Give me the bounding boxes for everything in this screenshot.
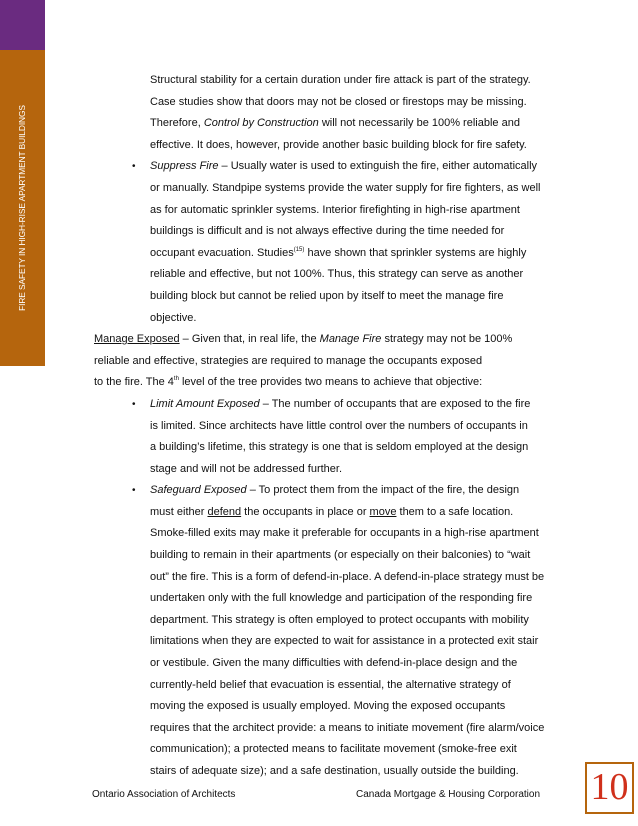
text-line: department. This strategy is often employed to protect occupants with mobility [150, 613, 529, 626]
text-line: moving the exposed is usually employed. Moving the exposed occupants [150, 700, 506, 713]
term-defend: defend [207, 505, 242, 518]
bullet-glyph: • [132, 398, 136, 410]
body-text [94, 70, 574, 783]
term-move: move [369, 505, 397, 518]
footer-organization-left: Ontario Association of Architects [92, 789, 236, 800]
text-line: Smoke-filled exits may make it preferable for occupants in a high-rise apartment [150, 527, 539, 540]
page-number: 10 [585, 762, 634, 814]
running-side-title: FIRE SAFETY IN HIGH-RISE APARTMENT BUILDINGS [17, 105, 27, 311]
text-line: as for automatic sprinkler systems. Interior firefighting in high-rise apartment [150, 203, 520, 216]
text-line: Case studies show that doors may not be closed or firestops may be missing. [150, 95, 527, 108]
text-line: or vestibule. Given the many difficulties with defend-in-place design and the [150, 657, 518, 670]
text-line: reliable and effective, but not 100%. Thus, this strategy can serve as another [150, 268, 524, 281]
term-control-by-construction: Control by Construction [203, 117, 319, 130]
text-line: limitations when they are expected to wait for assistance in a protected exit stair [150, 635, 539, 648]
text-line: is limited. Since architects have little control over the numbers of occupants in [150, 419, 528, 432]
text-line: building to remain in their apartments (or especially on their balconies) to “wait [150, 549, 531, 562]
text-line: out” the fire. This is a form of defend-in-place. A defend-in-place strategy must be [150, 570, 545, 583]
manage-exposed-line: Manage Exposed – Given that, in real life, the Manage Fire strategy may not be 100% [94, 333, 513, 346]
text-line: undertaken only with the full knowledge and participation of the responding fire [150, 592, 533, 605]
text-line: or manually. Standpipe systems provide the water supply for fire fighters, as well [150, 181, 541, 194]
text-line: communication); a protected means to facilitate movement (smoke-free exit [150, 743, 517, 756]
citation-15: (15) [293, 246, 305, 253]
term-suppress-fire: Suppress Fire [150, 160, 219, 173]
text-line: reliable and effective, strategies are required to manage the occupants exposed [94, 354, 483, 367]
text-line: requires that the architect provide: a means to initiate movement (fire alarm/voice [150, 721, 545, 734]
bullet-glyph: • [132, 485, 136, 497]
text-line: effective. It does, however, provide another basic building block for fire safety. [150, 138, 527, 151]
term-manage-fire: Manage Fire [319, 333, 382, 346]
text-line: occupant evacuation. Studies$^{(15)}$ have shown that sprinkler systems are highly [150, 246, 527, 259]
text-line: buildings is difficult and is not always effective during the time needed for [150, 225, 505, 238]
text-line: Therefore, Control by Construction will not necessarily be 100% reliable and [150, 117, 520, 130]
side-purple-block [0, 0, 45, 50]
bullet-suppress-fire: • Suppress Fire – Usually water is used to extinguish the fire, either automatically [94, 156, 574, 178]
text-line: must either defend the occupants in place or move them to a safe location. [150, 505, 514, 518]
bullet-limit-amount-exposed: • Limit Amount Exposed – The number of occupants that are exposed to the fire [94, 394, 574, 416]
text-line: building block but cannot be relied upon by itself to meet the manage fire [150, 289, 504, 302]
text-line: currently-held belief that evacuation is essential, the alternative strategy of [150, 678, 511, 691]
text-line: objective. [150, 311, 197, 324]
bullet-safeguard-exposed: • Safeguard Exposed – To protect them from the impact of the fire, the design [94, 480, 574, 502]
term-limit-amount-exposed: Limit Amount Exposed [150, 397, 260, 410]
term-safeguard-exposed: Safeguard Exposed [150, 484, 247, 497]
text-line: a building’s lifetime, this strategy is one that is seldom employed at the design [150, 441, 529, 454]
footer-organization-right: Canada Mortgage & Housing Corporation [356, 789, 540, 800]
text-line: to the fire. The 4th level of the tree provides two means to achieve that objective: [94, 376, 483, 389]
text-line: stairs of adequate size); and a safe destination, usually outside the building. [150, 765, 519, 777]
bullet-glyph: • [132, 161, 136, 173]
term-manage-exposed: Manage Exposed [94, 333, 180, 346]
text-line: stage and will not be addressed further. [150, 462, 343, 475]
text-line: Structural stability for a certain duration under fire attack is part of the strategy. [150, 74, 531, 86]
